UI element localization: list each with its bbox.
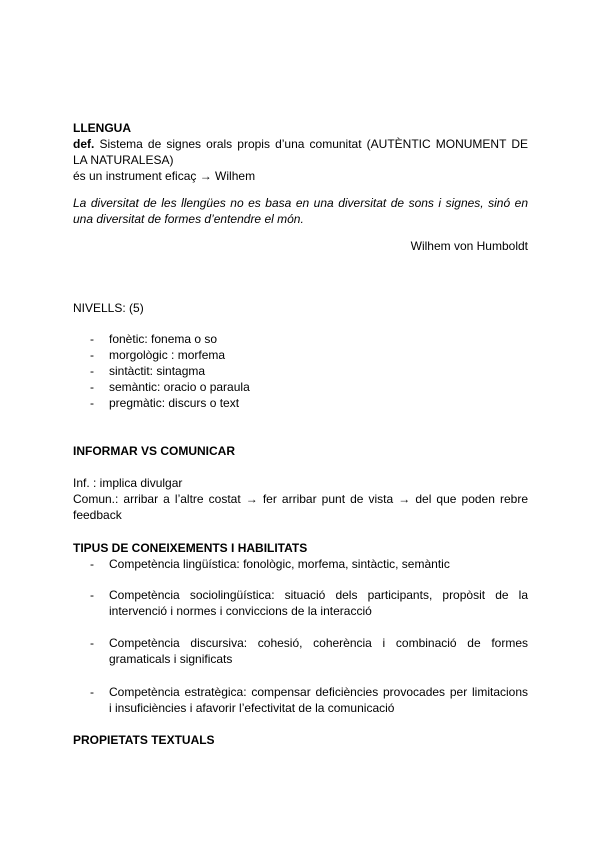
bullet-dash: - xyxy=(90,348,94,362)
def-label: def. xyxy=(73,137,95,151)
inf-line: Inf. : implica divulgar xyxy=(73,476,183,490)
nivell-text: morgològic : morfema xyxy=(109,348,226,362)
heading-nivells: NIVELLS: (5) xyxy=(73,301,144,315)
competencia-line-2: i insuficiències i afavorir l’efectivitat de la comunicació xyxy=(109,701,395,715)
quote-line-2: una diversitat de formes d’entendre el món. xyxy=(73,212,304,226)
bullet-dash: - xyxy=(90,557,94,571)
nivell-text: sintàctit: sintagma xyxy=(109,364,206,378)
competencia-line-1: Competència discursiva: cohesió, coherència i combinació de formes xyxy=(109,636,528,650)
nivell-text: semàntic: oracio o paraula xyxy=(109,380,250,394)
comun-line-2: feedback xyxy=(73,508,122,522)
comun-line-1: Comun.: arribar a l’altre costat → fer arribar punt de vista → del que poden rebre xyxy=(73,492,528,506)
bullet-dash: - xyxy=(90,685,94,699)
quote-line-1: La diversitat de les llengües no es basa en una diversitat de sons i signes, sinó en xyxy=(73,196,528,210)
definition-line-1 xyxy=(73,136,528,152)
instrument-line: és un instrument eficaç → Wilhem xyxy=(73,169,256,183)
def-text: Sistema de signes orals propis d’una comunitat (AUTÈNTIC MONUMENT DE xyxy=(99,137,528,151)
definition-line-2: LA NATURALESA) xyxy=(73,153,174,167)
nivell-text: pregmàtic: discurs o text xyxy=(109,396,240,410)
heading-tipus: TIPUS DE CONEIXEMENTS I HABILITATS xyxy=(73,541,308,555)
bullet-dash: - xyxy=(90,364,94,378)
heading-propietats: PROPIETATS TEXTUALS xyxy=(73,733,215,747)
quote-author: Wilhem von Humboldt xyxy=(410,239,528,253)
competencia-line-2: gramaticals i significats xyxy=(109,652,233,666)
bullet-dash: - xyxy=(90,396,94,410)
competencia-line-2: intervenció i normes i conviccions de la interacció xyxy=(109,604,372,618)
competencia-line-1: Competència estratègica: compensar deficiències provocades per limitacions xyxy=(109,685,528,699)
bullet-dash: - xyxy=(90,588,94,602)
competencia-line-1: Competència lingüística: fonològic, morfema, sintàctic, semàntic xyxy=(109,557,450,571)
heading-llengua: LLENGUA xyxy=(73,121,131,135)
bullet-dash: - xyxy=(90,380,94,394)
bullet-dash: - xyxy=(90,332,94,346)
nivell-text: fonètic: fonema o so xyxy=(109,332,218,346)
bullet-dash: - xyxy=(90,636,94,650)
competencia-line-1: Competència sociolingüística: situació dels participants, propòsit de la xyxy=(109,588,528,602)
heading-informar: INFORMAR VS COMUNICAR xyxy=(73,444,235,458)
